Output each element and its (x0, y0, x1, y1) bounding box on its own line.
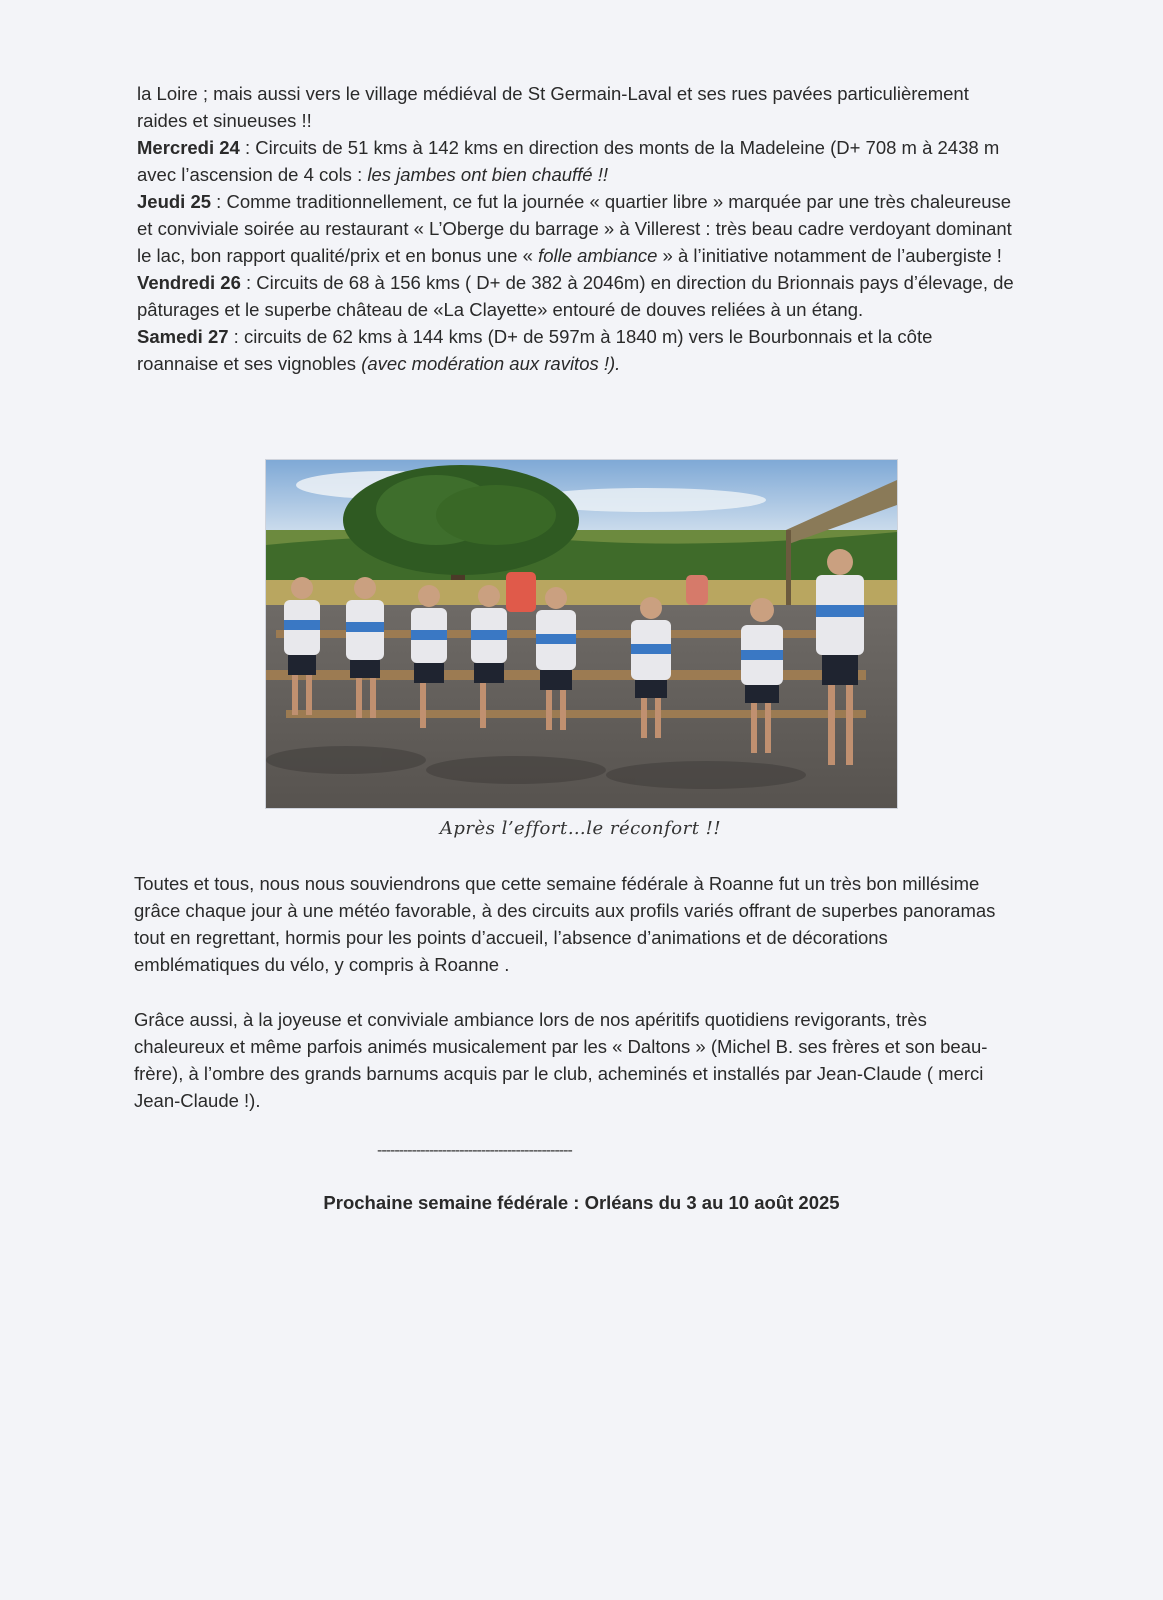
day-text: : Circuits de 68 à 156 kms ( D+ de 382 à 2046m) en direction du Brionnais pays d’élevage, de pâturages et le superbe château de «La Clayette» entouré de douves reliées à un étang. (137, 272, 1014, 320)
day-samedi (137, 323, 1017, 377)
next-event: Prochaine semaine fédérale : Orléans du 3 au 10 août 2025 (323, 1192, 840, 1213)
group-photo (265, 459, 898, 809)
daily-report (137, 80, 1017, 377)
day-label: Vendredi 26 (137, 272, 241, 293)
day-italic: folle ambiance (538, 245, 658, 266)
day-text: : circuits de 62 kms à 144 kms (D+ de 597m à 1840 m) vers le Bourbonnais et la côte roannaise et ses vignobles (137, 326, 933, 374)
day-jeudi (137, 188, 1017, 269)
day-text: : Comme traditionnellement, ce fut la journée « quartier libre » marquée par une très chaleureuse et conviviale soirée au restaurant « L’Oberge du barrage » à Villerest : très beau cadre verdoyant dominant le lac, bon rapport qualité/prix et en bonus une « (137, 191, 1012, 266)
day-label: Samedi 27 (137, 326, 229, 347)
day-italic: (avec modération aux ravitos !). (361, 353, 621, 374)
divider-line: --------------------------------------------- (377, 1142, 572, 1159)
day-italic: les jambes ont bien chauffé !! (367, 164, 609, 185)
photo-caption: Après l’effort…le réconfort !! (439, 818, 722, 839)
day-mercredi (137, 134, 1017, 188)
day-text: : Circuits de 51 kms à 142 kms en direction des monts de la Madeleine (D+ 708 m à 2438 m avec l’ascension de 4 cols : (137, 137, 1000, 185)
day-label: Jeudi 25 (137, 191, 212, 212)
day-after: » à l’initiative notamment de l’aubergiste ! (657, 245, 1002, 266)
intro-text: la Loire ; mais aussi vers le village médiéval de St Germain-Laval et ses rues pavées particulièrement raides et sinueuses !! (137, 83, 969, 131)
day-label: Mercredi 24 (137, 137, 240, 158)
day-vendredi (137, 269, 1017, 323)
closing-paragraph-2: Grâce aussi, à la joyeuse et conviviale ambiance lors de nos apéritifs quotidiens revigorants, très chaleureux et même parfois animés musicalement par les « Daltons » (Michel B. ses frères et son beau-frère), à l’ombre des grands barnums acquis par le club, acheminés et installés par Jean-Claude ( merci Jean-Claude !). (134, 1009, 988, 1111)
closing-paragraph-1: Toutes et tous, nous nous souviendrons que cette semaine fédérale à Roanne fut un très bon millésime grâce chaque jour à une météo favorable, à des circuits aux profils variés offrant de superbes panoramas tout en regrettant, hormis pour les points d’accueil, l’absence d’animations et de décorations emblématiques du vélo, y compris à Roanne . (134, 873, 996, 975)
